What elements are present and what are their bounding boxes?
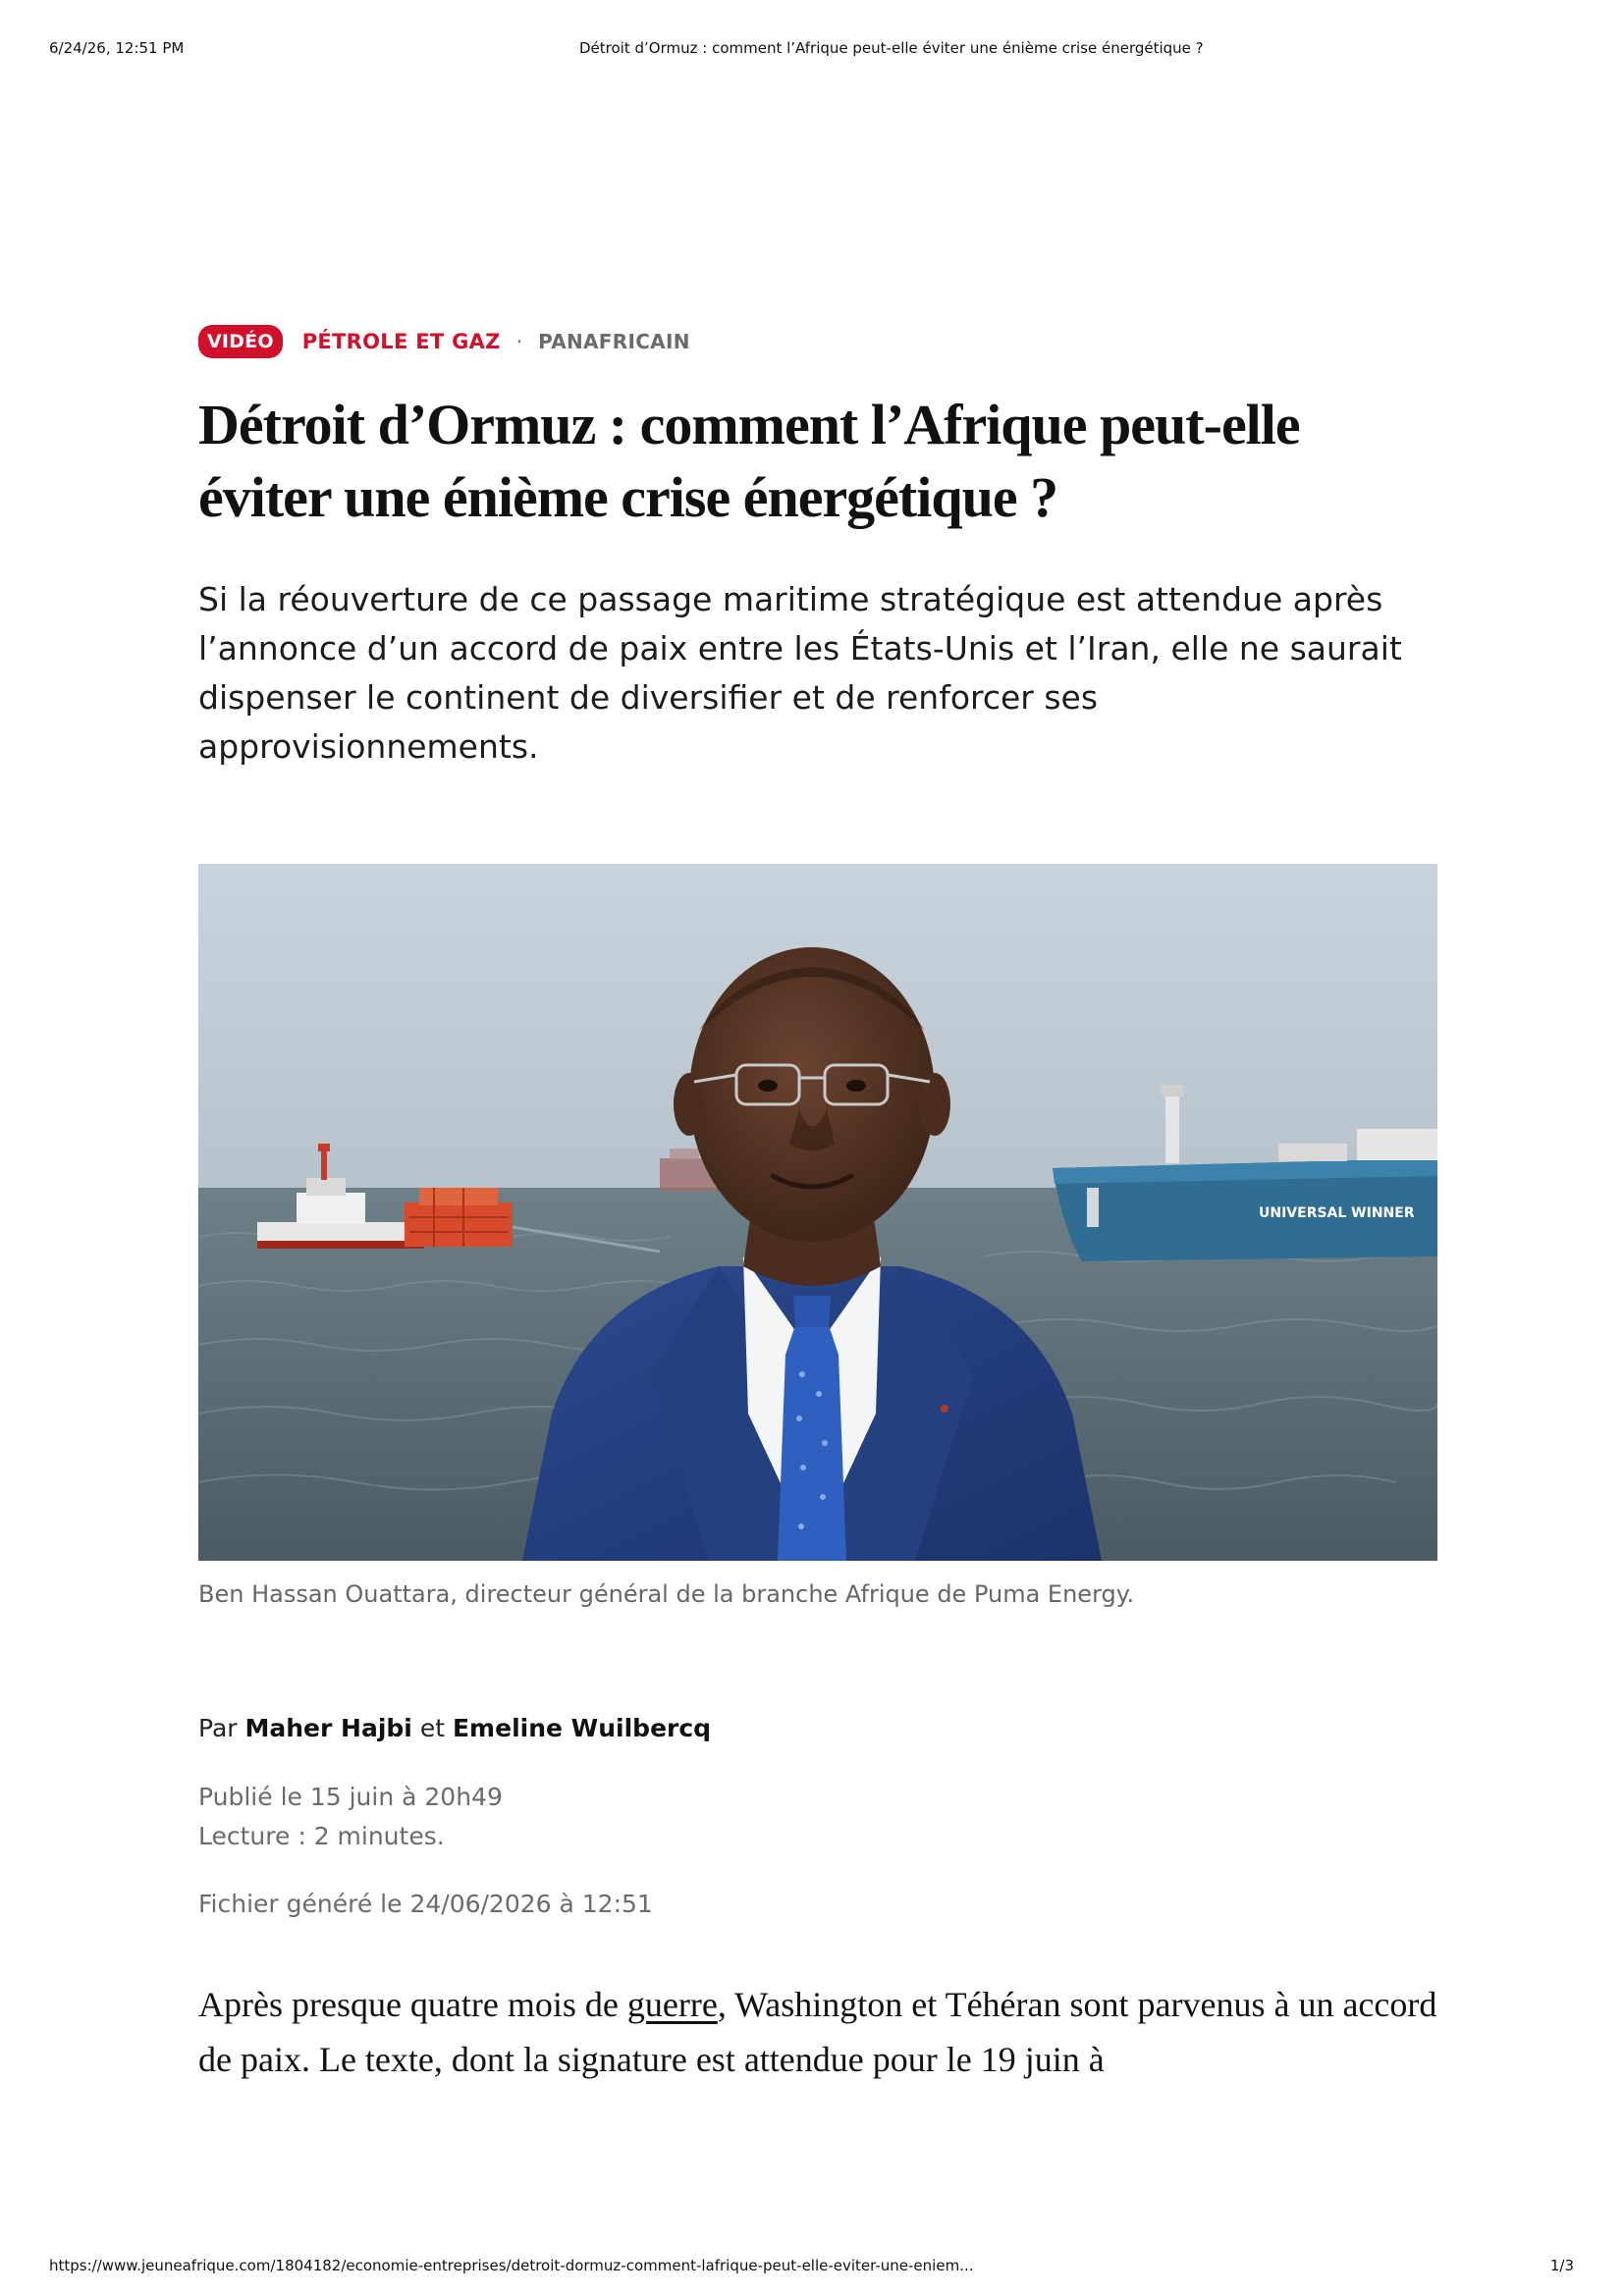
guerre-link[interactable]: guerre — [626, 1985, 718, 2024]
ship-label: UNIVERSAL WINNER — [1259, 1205, 1415, 1221]
hero-figure — [198, 864, 1437, 1608]
print-datetime: 6/24/26, 12:51 PM — [49, 39, 185, 57]
print-header — [49, 39, 1574, 63]
hero-image — [198, 864, 1437, 1561]
page-number: 1/3 — [1549, 2257, 1574, 2274]
generated-date: Fichier généré le 24/06/2026 à 12:51 — [198, 1890, 653, 1918]
byline — [198, 1714, 1435, 1742]
article — [198, 324, 1435, 2122]
video-badge[interactable]: VIDÉO — [198, 325, 283, 358]
article-standfirst: Si la réouverture de ce passage maritime stratégique est attendue après l’annonce d’un accord de paix entre les États-Unis et l’Iran, elle ne saurait dispenser le continent de diversifier et de renforcer ses approvisionnements. — [198, 580, 1402, 766]
article-headline: Détroit d’Ormuz : comment l’Afrique peut-elle éviter une énième crise énergétique ? — [198, 393, 1300, 529]
reading-time: Lecture : 2 minutes. — [198, 1822, 445, 1850]
print-doc-title: Détroit d’Ormuz : comment l’Afrique peut-elle éviter une énième crise énergétique ? — [579, 39, 1204, 57]
kicker — [198, 324, 1435, 359]
article-meta — [198, 1778, 1435, 1856]
print-url: https://www.jeuneafrique.com/1804182/economie-entreprises/detroit-dormuz-comment-lafrique-peut-elle-eviter-une-eniem... — [49, 2257, 974, 2274]
byline-prefix: Par — [198, 1714, 238, 1742]
region-link[interactable]: PANAFRICAIN — [538, 330, 690, 353]
author-link-emeline-wuilbercq[interactable]: Emeline Wuilbercq — [452, 1714, 712, 1742]
category-link[interactable]: PÉTROLE ET GAZ — [301, 330, 501, 353]
hero-caption: Ben Hassan Ouattara, directeur général de la branche Afrique de Puma Energy. — [198, 1580, 1135, 1608]
body-text-rest: , Washington et Téhéran sont parvenus à un accord de paix. Le texte, dont la signature est attendue pour le 19 juin à — [198, 1985, 1437, 2079]
published-date: Publié le 15 juin à 20h49 — [198, 1783, 503, 1811]
body-text-start: Après presque quatre mois de — [198, 1985, 627, 2024]
print-footer — [49, 2257, 1574, 2278]
byline-conjunction: et — [419, 1714, 446, 1742]
kicker-separator: · — [515, 330, 523, 353]
author-link-maher-hajbi[interactable]: Maher Hajbi — [244, 1714, 412, 1742]
article-body-paragraph — [198, 1977, 1437, 2087]
